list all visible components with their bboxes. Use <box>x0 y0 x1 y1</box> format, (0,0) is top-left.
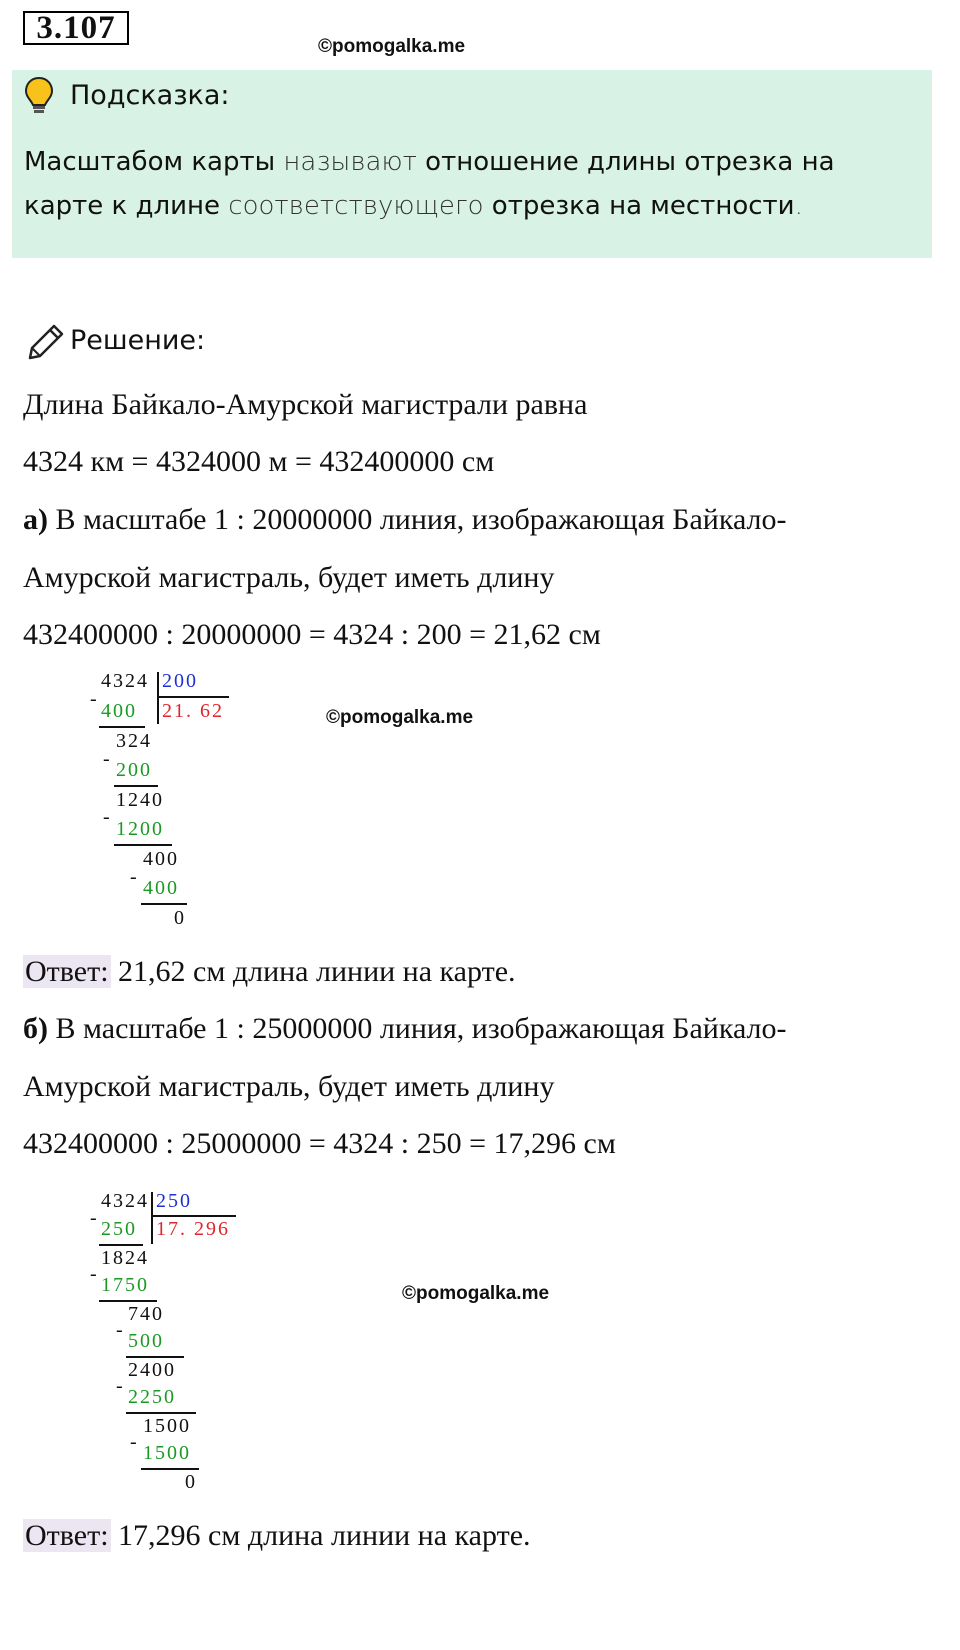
problem-number: 3.107 <box>23 11 129 45</box>
part-a-calc: 432400000 : 20000000 = 4324 : 200 = 21,62 см <box>23 618 601 651</box>
part-a-text-2: Амурской магистраль, будет иметь длину <box>23 561 555 594</box>
solution-intro: Длина Байкало-Амурской магистрали равна <box>23 388 588 421</box>
subtract-step: 500 <box>128 1330 164 1352</box>
answer-b: Ответ: 17,296 см длина линии на карте. <box>25 1519 531 1552</box>
hint-text: Масштабом карты называют отношение длины отрезка на карте к длине соответствующего отрезка на местности. <box>24 147 835 221</box>
part-b-text-2: Амурской магистраль, будет иметь длину <box>23 1070 555 1103</box>
remainder-step: 400 <box>143 848 179 870</box>
subtract-step: 1500 <box>143 1442 191 1464</box>
dividend: 4324 <box>101 670 149 692</box>
dividend: 4324 <box>101 1190 149 1212</box>
remainder-step: 1824 <box>101 1247 149 1269</box>
subtract-step: 400 <box>143 877 179 899</box>
watermark: ©pomogalka.me <box>326 707 474 728</box>
quotient: 21. 62 <box>162 700 224 722</box>
part-a-text: а) В масштабе 1 : 20000000 линия, изображающая Байкало- <box>23 503 787 536</box>
remainder-step: 740 <box>128 1303 164 1325</box>
subtract-step: 2250 <box>128 1386 176 1408</box>
remainder-step: 324 <box>116 730 152 752</box>
solution-title: Решение: <box>70 325 206 356</box>
hint-title: Подсказка: <box>70 80 230 111</box>
remainder-step: 1500 <box>143 1415 191 1437</box>
divisor: 200 <box>162 670 198 692</box>
part-b-calc: 432400000 : 25000000 = 4324 : 250 = 17,296 см <box>23 1127 616 1160</box>
watermark: ©pomogalka.me <box>402 1283 550 1304</box>
remainder-step: 1240 <box>116 789 164 811</box>
remainder-step: 2400 <box>128 1359 176 1381</box>
divisor: 250 <box>156 1190 192 1212</box>
final-remainder: 0 <box>185 1471 197 1493</box>
final-remainder: 0 <box>174 907 186 929</box>
quotient: 17. 296 <box>156 1218 230 1240</box>
lightbulb-icon <box>24 76 54 121</box>
conversion-line: 4324 км = 4324000 м = 432400000 см <box>23 445 495 478</box>
subtract-step: 250 <box>101 1218 137 1240</box>
subtract-step: 200 <box>116 759 152 781</box>
answer-a: Ответ: 21,62 см длина линии на карте. <box>25 955 516 988</box>
pencil-icon <box>26 322 66 367</box>
watermark: ©pomogalka.me <box>318 36 466 57</box>
subtract-step: 1750 <box>101 1274 149 1296</box>
part-b-text: б) В масштабе 1 : 25000000 линия, изображающая Байкало- <box>23 1012 787 1045</box>
subtract-step: 1200 <box>116 818 164 840</box>
subtract-step: 400 <box>101 700 137 722</box>
